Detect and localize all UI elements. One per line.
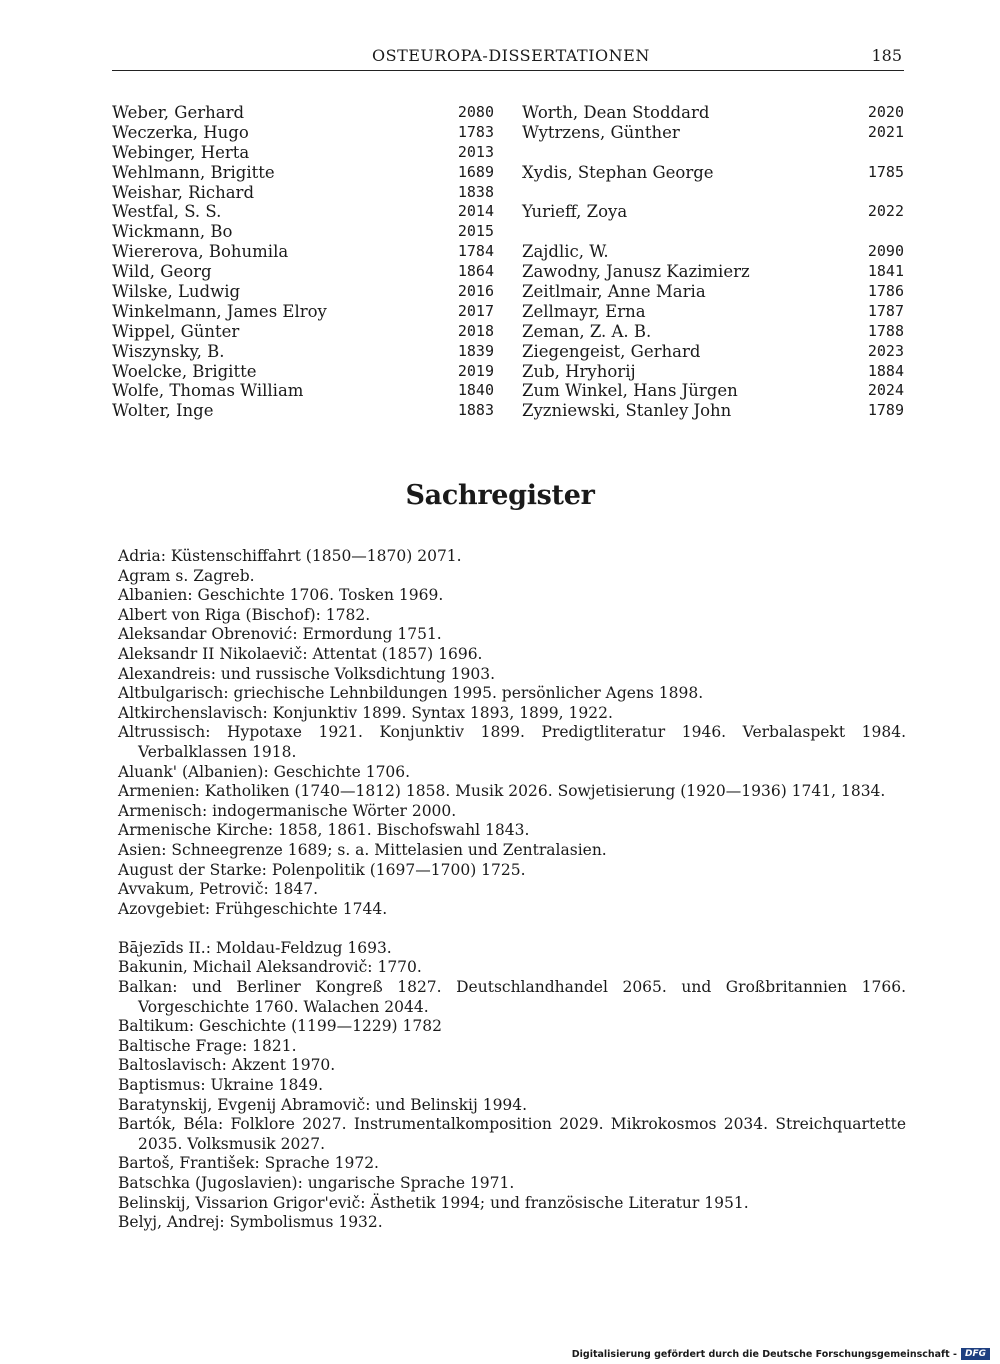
- index-entry: Altkirchenslavisch: Konjunktiv 1899. Syntax 1893, 1899, 1922.: [118, 703, 613, 722]
- index-entry: Azovgebiet: Frühgeschichte 1744.: [118, 899, 388, 918]
- entry-number: 2016: [457, 282, 494, 301]
- index-entry: August der Starke: Polenpolitik (1697—1700) 1725.: [118, 860, 526, 879]
- author-entry: [522, 202, 904, 222]
- index-entry: Avvakum, Petrovič: 1847.: [118, 880, 319, 899]
- author-entry: [522, 282, 904, 302]
- entry-number: 2022: [867, 202, 904, 221]
- index-entry: Aleksandar Obrenović: Ermordung 1751.: [118, 625, 442, 644]
- entry-number: 2021: [867, 122, 904, 141]
- index-entry: Alexandreis: und russische Volksdichtung 1903.: [118, 664, 496, 683]
- author-entry: [112, 362, 494, 382]
- author-entry: [522, 143, 904, 163]
- author-entry: [522, 222, 904, 242]
- author-entry: [522, 103, 904, 123]
- author-index-left-column: [112, 103, 494, 421]
- index-entry: Altrussisch: Hypotaxe 1921. Konjunktiv 1899. Predigtliteratur 1946. Verbalaspekt 1984. Verbalklassen 1918.: [118, 723, 906, 761]
- entry-number: 2015: [457, 222, 494, 241]
- entry-number: 1883: [457, 401, 494, 420]
- author-entry: [522, 401, 904, 421]
- author-entry: [112, 242, 494, 262]
- index-entry: Baltikum: Geschichte (1199—1229) 1782: [118, 1017, 442, 1036]
- entry-number: 1840: [457, 381, 494, 400]
- author-name: Wiszynsky, B.: [112, 341, 225, 361]
- entry-number: 1838: [457, 182, 494, 201]
- entry-number: 2080: [457, 103, 494, 121]
- index-entry: Altbulgarisch: griechische Lehnbildungen 1995. persönlicher Agens 1898.: [118, 684, 704, 703]
- dfg-logo: DFG: [961, 1348, 990, 1360]
- index-entry: Balkan: und Berliner Kongreß 1827. Deutschlandhandel 2065. und Großbritannien 1766. Vorgeschichte 1760. Walachen 2044.: [118, 978, 906, 1016]
- author-name: Ziegengeist, Gerhard: [522, 341, 701, 361]
- author-name: Zeman, Z. A. B.: [522, 321, 652, 341]
- entry-number: 2013: [457, 142, 494, 161]
- index-entry: Baratynskij, Evgenij Abramovič: und Belinskij 1994.: [118, 1095, 528, 1114]
- index-entry: Armenische Kirche: 1858, 1861. Bischofswahl 1843.: [118, 821, 530, 840]
- author-entry: [112, 342, 494, 362]
- author-name: Zeitlmair, Anne Maria: [522, 282, 706, 302]
- author-entry: [112, 103, 494, 123]
- author-entry: [112, 222, 494, 242]
- author-entry: [112, 143, 494, 163]
- subject-index-group-a: [118, 547, 906, 919]
- index-entry: Adria: Küstenschiffahrt (1850—1870) 2071.: [118, 547, 462, 565]
- author-entry: [112, 302, 494, 322]
- page-number: 185: [871, 46, 902, 65]
- author-entry: [522, 242, 904, 262]
- entry-number: 2018: [457, 321, 494, 340]
- index-entry: Armenien: Katholiken (1740—1812) 1858. Musik 2026. Sowjetisierung (1920—1936) 1741, 1834.: [118, 782, 886, 801]
- subject-index: [118, 547, 906, 1233]
- author-entry: [112, 282, 494, 302]
- footer-text: Digitalisierung gefördert durch die Deutsche Forschungsgemeinschaft -: [571, 1348, 957, 1360]
- entry-number: 2023: [867, 341, 904, 360]
- author-name: Wehlmann, Brigitte: [112, 162, 275, 182]
- index-entry: Bājezīds II.: Moldau-Feldzug 1693.: [118, 938, 392, 957]
- author-name: Xydis, Stephan George: [522, 162, 714, 182]
- author-name: Winkelmann, James Elroy: [112, 301, 327, 321]
- entry-number: 1884: [867, 361, 904, 380]
- author-entry: [112, 401, 494, 421]
- index-entry: Bartoš, František: Sprache 1972.: [118, 1154, 379, 1173]
- entry-number: 1839: [457, 341, 494, 360]
- index-entry: Aleksandr II Nikolaevič: Attentat (1857) 1696.: [118, 644, 483, 663]
- entry-number: 1689: [457, 162, 494, 181]
- index-entry: Baptismus: Ukraine 1849.: [118, 1076, 323, 1095]
- entry-number: 1786: [867, 282, 904, 301]
- index-entry: Albanien: Geschichte 1706. Tosken 1969.: [118, 586, 444, 605]
- author-name: Woelcke, Brigitte: [112, 361, 257, 381]
- author-name: Weishar, Richard: [112, 182, 255, 202]
- entry-number: 2090: [867, 242, 904, 261]
- author-entry: [112, 202, 494, 222]
- author-name: Zajdlic, W.: [522, 242, 609, 262]
- author-entry: [522, 123, 904, 143]
- author-name: Wolter, Inge: [112, 401, 214, 421]
- entry-number: 1788: [867, 321, 904, 340]
- index-entry: Bartók, Béla: Folklore 2027. Instrumentalkomposition 2029. Mikrokosmos 2034. Streichquartette 2035. Volksmusik 2027.: [118, 1115, 906, 1153]
- author-index-right-column: [522, 103, 904, 421]
- entry-number: 1784: [457, 242, 494, 261]
- author-entry: [522, 322, 904, 342]
- author-name: Zellmayr, Erna: [522, 301, 646, 321]
- entry-number: 2014: [457, 202, 494, 221]
- entry-number: 1841: [867, 262, 904, 281]
- index-entry: Belyj, Andrej: Symbolismus 1932.: [118, 1213, 383, 1232]
- entry-number: 2017: [457, 301, 494, 320]
- author-entry: [522, 262, 904, 282]
- index-entry: Belinskij, Vissarion Grigor'evič: Ästhetik 1994; und französische Literatur 1951.: [118, 1193, 749, 1212]
- index-entry: Albert von Riga (Bischof): 1782.: [118, 605, 371, 624]
- index-entry: Batschka (Jugoslavien): ungarische Sprache 1971.: [118, 1174, 515, 1192]
- author-entry: [522, 342, 904, 362]
- entry-number: 2020: [867, 103, 904, 121]
- author-name: Wippel, Günter: [112, 321, 240, 341]
- author-entry: [112, 163, 494, 183]
- entry-number: 2024: [867, 381, 904, 400]
- section-heading: Sachregister: [405, 480, 595, 511]
- author-name: Wickmann, Bo: [112, 222, 233, 242]
- author-entry: [112, 322, 494, 342]
- author-entry: [522, 381, 904, 401]
- author-name: Wolfe, Thomas William: [112, 381, 304, 401]
- author-name: Zawodny, Janusz Kazimierz: [522, 262, 750, 282]
- entry-number: 1783: [457, 122, 494, 141]
- author-entry: [112, 262, 494, 282]
- author-entry: [112, 381, 494, 401]
- index-entry: Armenisch: indogermanische Wörter 2000.: [118, 801, 457, 820]
- header-rule: [112, 70, 904, 71]
- author-name: Wild, Georg: [112, 262, 212, 282]
- entry-number: 1785: [867, 162, 904, 181]
- author-name: Zyzniewski, Stanley John: [522, 401, 732, 421]
- author-name: Weber, Gerhard: [112, 103, 245, 122]
- index-entry: Agram s. Zagreb.: [118, 566, 255, 585]
- entry-number: 1787: [867, 301, 904, 320]
- entry-number: 2019: [457, 361, 494, 380]
- index-entry: Baltoslavisch: Akzent 1970.: [118, 1056, 336, 1075]
- index-entry: Baltische Frage: 1821.: [118, 1036, 297, 1055]
- subject-index-group-b: [118, 939, 906, 1233]
- group-separator: [118, 919, 906, 939]
- author-name: Westfal, S. S.: [112, 202, 222, 222]
- author-entry: [522, 163, 904, 183]
- author-name: Zub, Hryhorij: [522, 361, 636, 381]
- author-name: Zum Winkel, Hans Jürgen: [522, 381, 738, 401]
- digitization-footer: [572, 1348, 990, 1360]
- author-entry: [522, 183, 904, 203]
- author-name: Yurieff, Zoya: [522, 202, 628, 222]
- entry-number: 1864: [457, 262, 494, 281]
- index-entry: Bakunin, Michail Aleksandrovič: 1770.: [118, 958, 422, 977]
- author-name: Webinger, Herta: [112, 142, 250, 162]
- running-title: OSTEUROPA-DISSERTATIONEN: [372, 46, 650, 65]
- author-name: Wytrzens, Günther: [522, 122, 680, 142]
- author-entry: [112, 123, 494, 143]
- running-header: [112, 46, 904, 72]
- author-name: Weczerka, Hugo: [112, 122, 249, 142]
- author-name: Worth, Dean Stoddard: [522, 103, 710, 122]
- index-entry: Asien: Schneegrenze 1689; s. a. Mittelasien und Zentralasien.: [118, 840, 607, 859]
- author-name: Wiererova, Bohumila: [112, 242, 289, 262]
- author-entry: [522, 302, 904, 322]
- author-entry: [112, 183, 494, 203]
- author-entry: [522, 362, 904, 382]
- entry-number: 1789: [867, 401, 904, 420]
- author-name: Wilske, Ludwig: [112, 282, 241, 302]
- index-entry: Aluank' (Albanien): Geschichte 1706.: [118, 762, 411, 781]
